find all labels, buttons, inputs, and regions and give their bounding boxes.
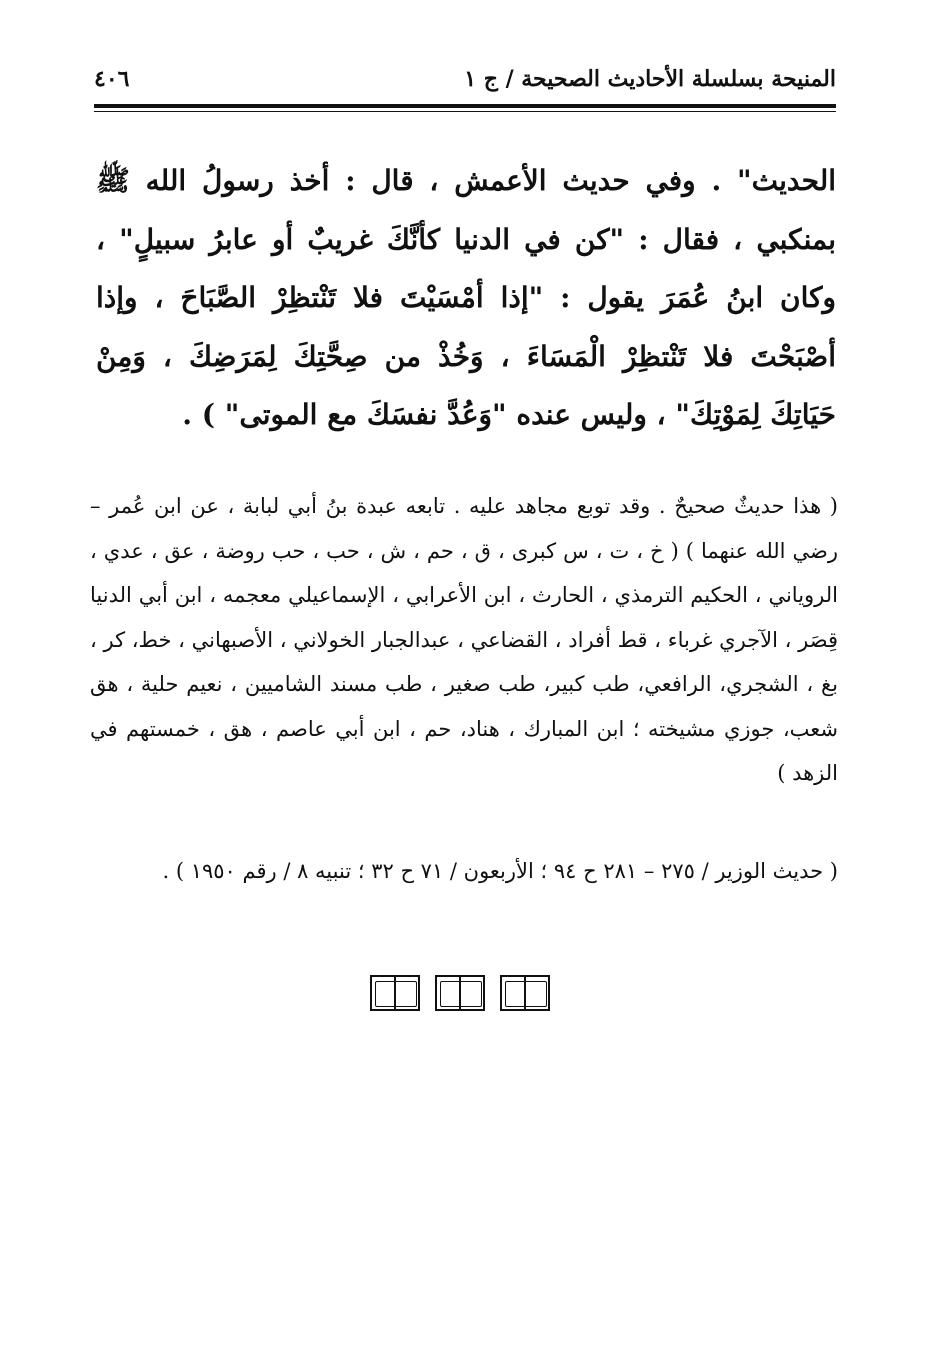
takhrij-note — [90, 484, 838, 796]
header-rule-thick — [94, 104, 836, 108]
open-book-icon — [500, 975, 550, 1011]
open-book-icon — [370, 975, 420, 1011]
hadith-paragraph: الحديث" . وفي حديث الأعمش ، قال : أخذ رسولُ الله ﷺ بمنكبي ، فقال : "كن في الدنيا كأنَّكَ غريبٌ أو عابرُ سبيلٍ" ، وكان ابنُ عُمَرَ يقول : "إذا أمْسَيْتَ فلا تَنْتظِرْ الصَّبَاحَ ، وإذا أصْبَحْتَ فلا تَنْتظِرْ الْمَسَاءَ ، وَخُذْ من صِحَّتِكَ لِمَرَضِكَ ، وَمِنْ حَيَاتِكَ لِمَوْتِكَ" ، وليس عنده "وَعُدَّ نفسَكَ مع الموتى" ) . — [96, 164, 836, 431]
running-header — [94, 60, 836, 98]
hadith-text — [96, 152, 836, 445]
open-book-icon — [435, 975, 485, 1011]
reference-note — [90, 849, 838, 894]
section-ornament — [370, 968, 550, 1018]
reference-paragraph: ( حديث الوزير / ٢٧٥ – ٢٨١ ح ٩٤ ؛ الأربعون / ٧١ ح ٣٢ ؛ تنبيه ٨ / رقم ١٩٥٠ ) . — [162, 859, 838, 883]
takhrij-paragraph: ( هذا حديثٌ صحيحٌ . وقد توبع مجاهد عليه . تابعه عبدة بنُ أبي لبابة ، عن ابن عُمر – رضي الله عنهما ) ( خ ، ت ، س كبرى ، ق ، حم ، ش ، حب ، حب روضة ، عق ، عدي ، الروياني ، الحكيم الترمذي ، الحارث ، ابن الأعرابي ، الإسماعيلي معجمه ، ابن أبي الدنيا قِصَر ، الآجري غرباء ، قط أفراد ، القضاعي ، عبدالجبار الخولاني ، الأصبهاني ، خط، كر ، بغ ، الشجري، الرافعي، طب كبير، طب صغير ، طب مسند الشاميين ، نعيم حلية ، هق شعب، جوزي مشيخته ؛ ابن المبارك ، هناد، حم ، ابن أبي عاصم ، هق ، خمستهم في الزهد ) — [90, 494, 839, 785]
header-rule-thin — [94, 111, 836, 112]
page-number: ٤٠٦ — [94, 66, 130, 92]
book-title: المنيحة بسلسلة الأحاديث الصحيحة / ج ١ — [464, 66, 836, 92]
